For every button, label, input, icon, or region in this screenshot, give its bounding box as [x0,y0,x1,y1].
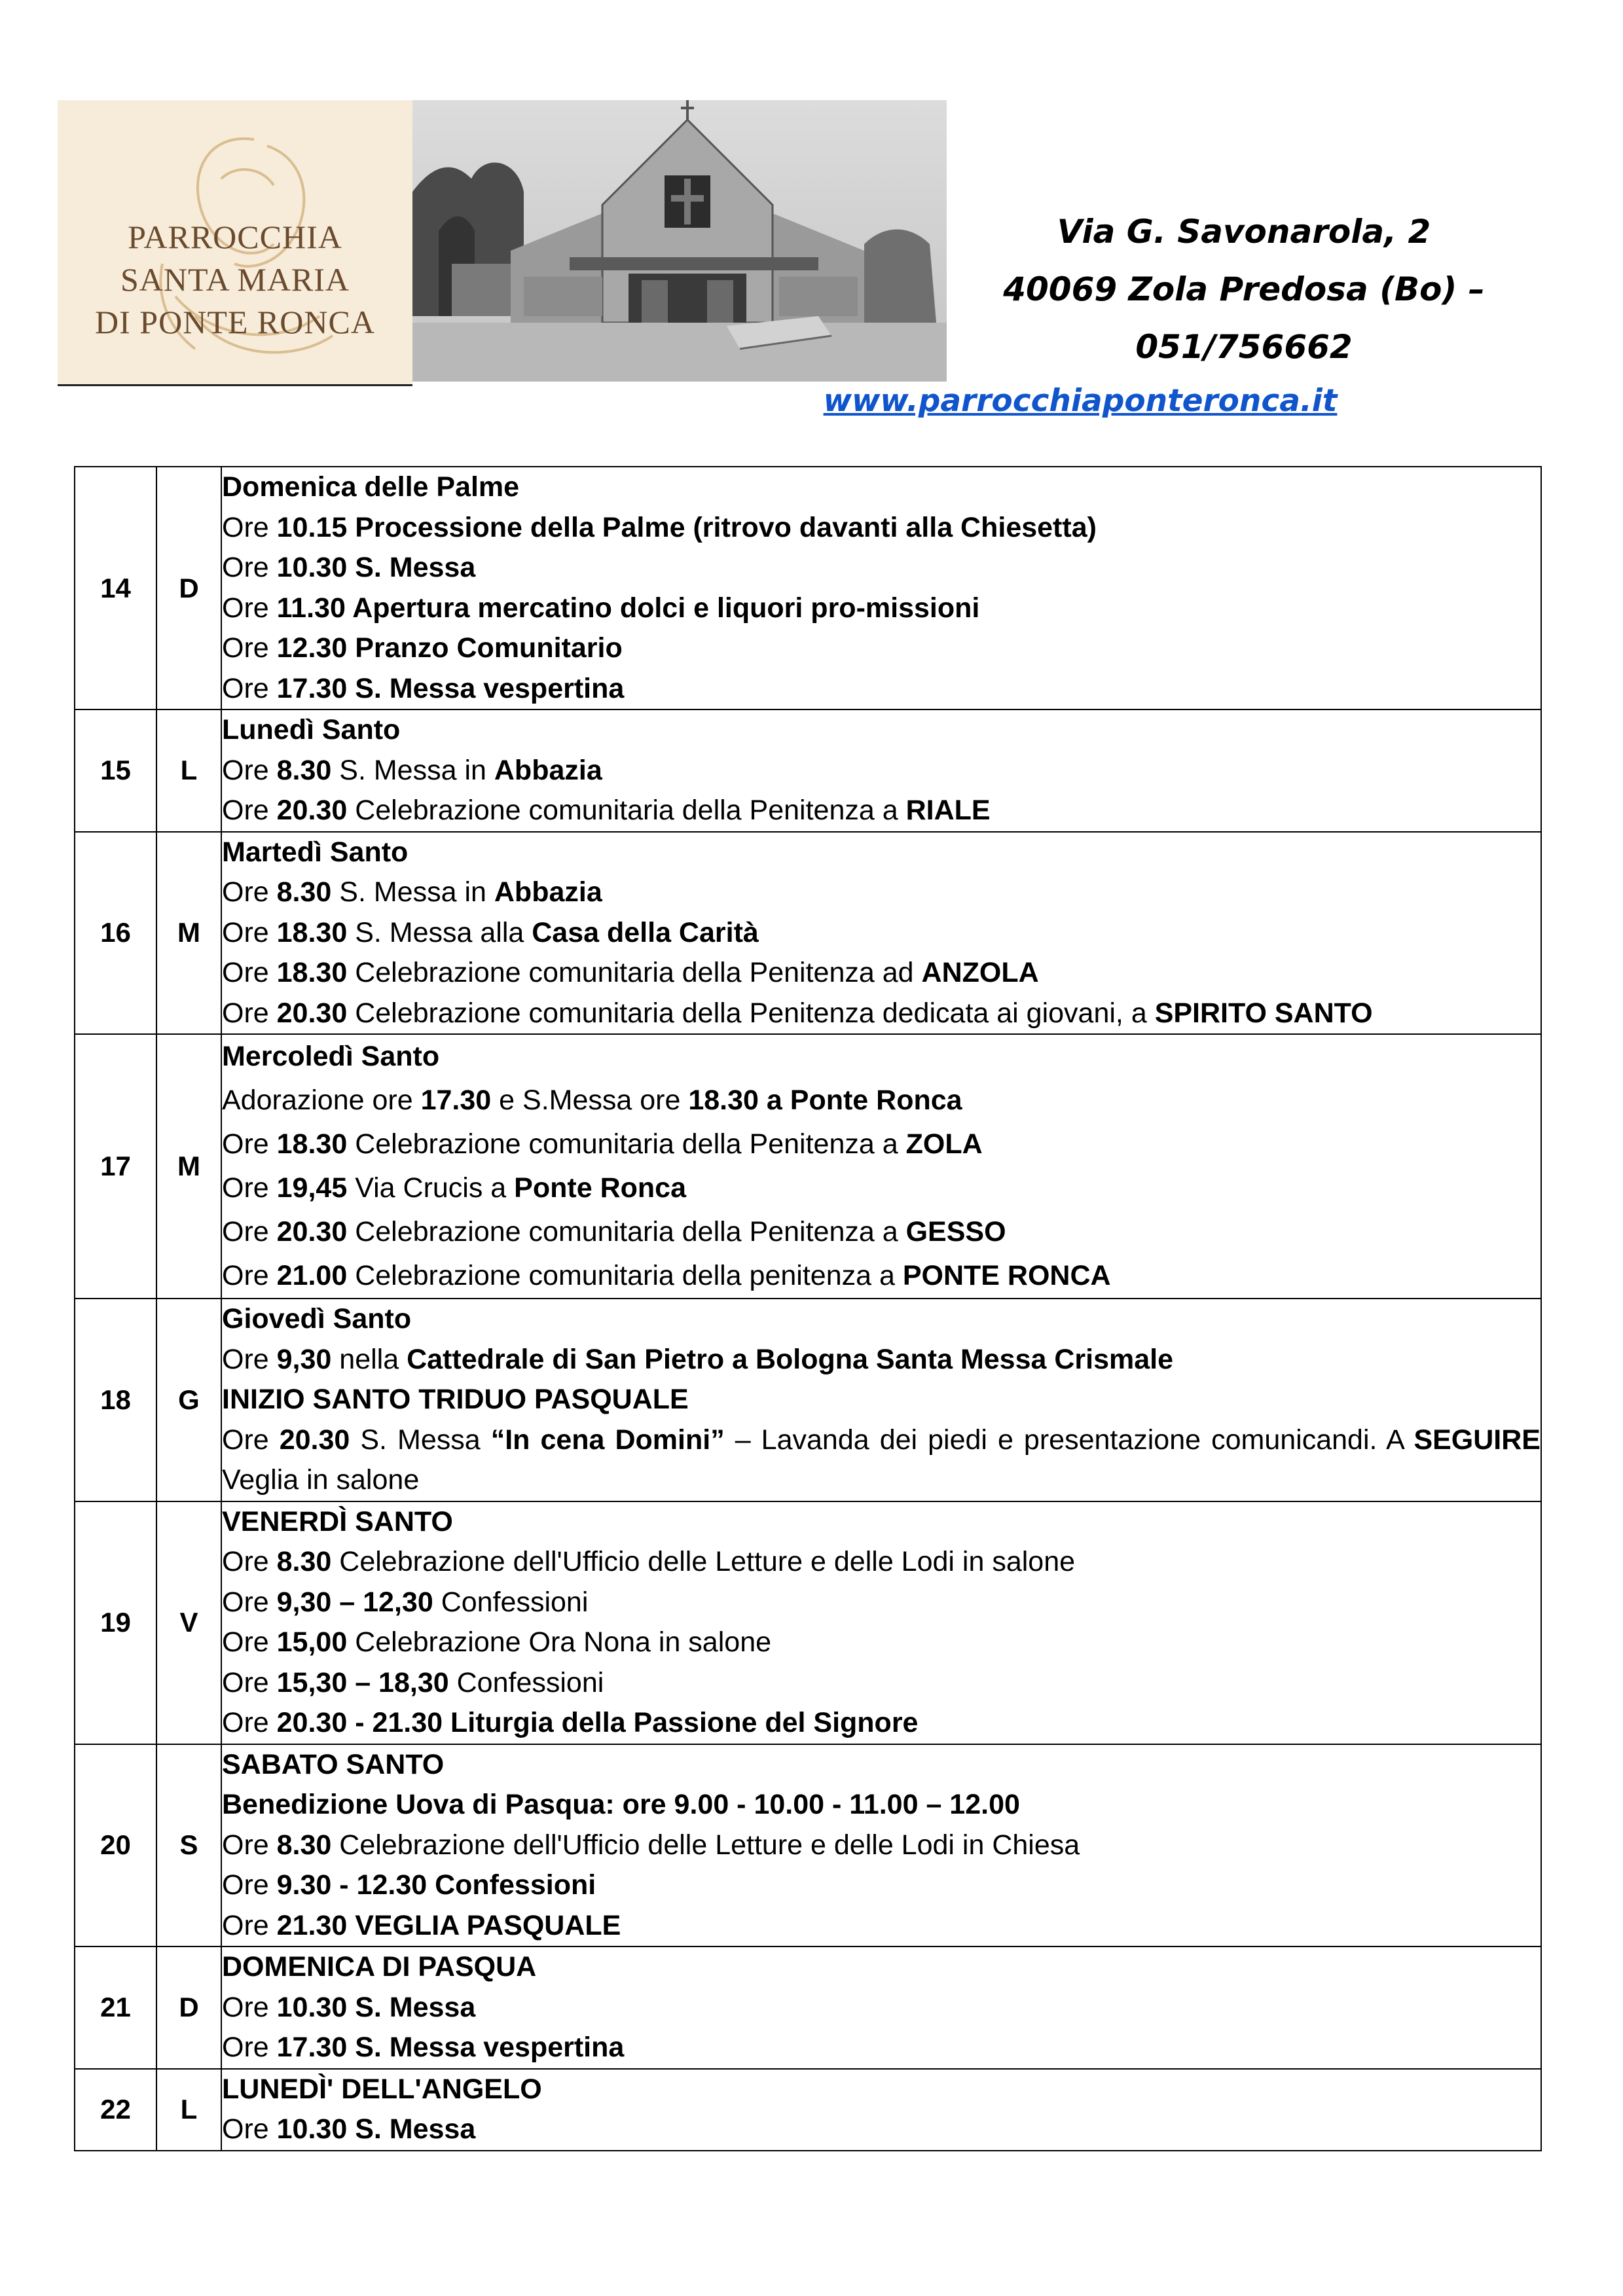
event-text: Celebrazione comunitaria della penitenza a [347,1260,903,1291]
event-text: Ore [222,592,277,624]
event-text-bold: 10.15 Processione della Palme (ritrovo davanti alla Chiesetta) [276,511,1097,543]
event-text-bold: Benedizione Uova di Pasqua: ore 9.00 - 10.00 - 11.00 – 12.00 [222,1789,1020,1820]
event-line [222,628,1541,669]
event-line [222,669,1541,709]
event-text-bold: 8.30 [276,1829,332,1861]
event-text-bold: 20.30 - 21.30 Liturgia della Passione del Signore [276,1707,919,1738]
events-cell [221,467,1541,709]
event-text: Ore [222,1991,277,2023]
schedule-row [75,1501,1541,1744]
event-text-bold: Giovedì Santo [222,1303,412,1335]
event-text: Celebrazione comunitaria della Penitenza dedicata ai giovani, a [347,997,1155,1029]
events-cell [221,832,1541,1035]
day-number: 17 [75,1034,156,1299]
event-text: Ore [222,1128,277,1160]
event-text-bold: 20.30 [279,1424,350,1456]
event-line [222,1583,1541,1623]
event-text: Celebrazione dell'Ufficio delle Letture e delle Lodi in Chiesa [331,1829,1080,1861]
event-text: – Lavanda dei piedi e presentazione comunicandi. A [724,1424,1414,1456]
event-text: Celebrazione comunitaria della Penitenza a [347,795,906,826]
event-text: S. Messa in [331,876,494,908]
event-text-bold: SPIRITO SANTO [1154,997,1373,1029]
event-line [222,588,1541,629]
event-line [222,1340,1541,1380]
event-line [222,791,1541,831]
event-text-bold: DOMENICA DI PASQUA [222,1951,537,1982]
website-link[interactable]: www.parrocchiaponteronca.it [823,383,1338,419]
event-text-bold: VENERDÌ SANTO [222,1505,453,1537]
event-text-bold: 20.30 [276,997,348,1029]
event-text: Ore [222,2113,277,2145]
event-line [222,994,1541,1034]
event-line [222,1299,1541,1340]
schedule-row [75,1299,1541,1501]
weekday-letter: M [156,1034,221,1299]
event-text-bold: 17.30 [420,1085,492,1116]
weekday-letter: L [156,2069,221,2151]
event-text-bold: 18.30 [276,957,348,988]
event-line [222,1079,1541,1122]
event-text-bold: 12.30 Pranzo Comunitario [276,632,623,664]
event-text-bold: Cattedrale di San Pietro a Bologna Santa Messa Crismale [407,1343,1174,1375]
event-text-bold: Abbazia [494,876,602,908]
event-text: Ore [222,1869,277,1901]
event-text-bold: 17.30 S. Messa vespertina [276,2032,625,2063]
day-number: 14 [75,467,156,709]
event-text-bold: RIALE [905,795,991,826]
event-line [222,1988,1541,2028]
event-text: Ore [222,2032,277,2063]
event-text-bold: Abbazia [494,754,602,786]
event-text-bold: Mercoledì Santo [222,1041,440,1072]
event-line [222,913,1541,954]
event-text-bold: “In cena Domini” [490,1424,725,1456]
events-cell [221,1501,1541,1744]
address-phone: 051/756662 [1135,328,1353,366]
event-line [222,1663,1541,1704]
day-number: 16 [75,832,156,1035]
church-photo [412,100,947,382]
event-text: Ore [222,1626,277,1658]
weekday-letter: D [156,1946,221,2069]
event-text: Confessioni [448,1666,604,1698]
event-text: nella [331,1343,407,1375]
event-text: Celebrazione Ora Nona in salone [347,1626,772,1658]
event-text-bold: INIZIO SANTO TRIDUO PASQUALE [222,1384,689,1415]
event-line [222,548,1541,588]
event-line [222,1122,1541,1166]
event-text-bold: SABATO SANTO [222,1748,445,1780]
day-number: 18 [75,1299,156,1501]
event-text-bold: Lunedì Santo [222,714,401,745]
event-text-bold: 10.30 S. Messa [276,2113,476,2145]
event-text: Ore [222,552,277,583]
event-line [222,872,1541,913]
event-text-bold: Martedì Santo [222,836,409,868]
parish-logo [58,100,412,386]
address-street: Via G. Savonarola, 2 [1057,213,1431,251]
event-text: Ore [222,876,277,908]
event-text: Celebrazione comunitaria della Penitenza a [347,1216,906,1247]
day-number: 20 [75,1744,156,1947]
event-text: Ore [222,1909,277,1941]
event-text-bold: 9.30 - 12.30 Confessioni [276,1869,596,1901]
event-line [222,2028,1541,2068]
day-number: 21 [75,1946,156,2069]
events-cell [221,1744,1541,1947]
schedule-row [75,467,1541,709]
event-line [222,1035,1541,1079]
event-text: Ore [222,795,277,826]
event-text-bold: ZOLA [905,1128,983,1160]
event-line [222,1380,1541,1420]
event-text: Celebrazione comunitaria della Penitenza a [347,1128,906,1160]
event-line [222,710,1541,751]
event-text: Celebrazione dell'Ufficio delle Letture e delle Lodi in salone [331,1546,1076,1577]
day-number: 19 [75,1501,156,1744]
event-line [222,467,1541,508]
weekday-letter: V [156,1501,221,1744]
parish-address [949,203,1539,376]
event-text-bold: SEGUIRE [1413,1424,1541,1456]
weekday-letter: G [156,1299,221,1501]
event-text: Ore [222,1424,280,1456]
event-text: Ore [222,957,277,988]
event-line [222,1825,1541,1866]
weekday-letter: D [156,467,221,709]
weekday-letter: S [156,1744,221,1947]
logo-line-3: DI PONTE RONCA [95,304,375,340]
event-line [222,1906,1541,1946]
event-text-bold: 20.30 [276,795,348,826]
event-text: Confessioni [433,1586,589,1618]
events-cell [221,1946,1541,2069]
event-line [222,1745,1541,1785]
schedule-row [75,1034,1541,1299]
event-text: Ore [222,672,277,704]
event-text-bold: 15,00 [276,1626,348,1658]
event-text-bold: PONTE RONCA [902,1260,1111,1291]
event-text-bold: ANZOLA [921,957,1039,988]
event-text-bold: 20.30 [276,1216,348,1247]
day-number: 15 [75,709,156,832]
event-line [222,1947,1541,1988]
event-text: Ore [222,754,277,786]
event-text: Ore [222,1666,277,1698]
event-text: Ore [222,632,277,664]
event-text: Ore [222,1707,277,1738]
logo-line-1: PARROCCHIA [128,219,342,255]
event-text-bold: 18.30 [276,1128,348,1160]
address-city: 40069 Zola Predosa (Bo) – [1003,270,1485,308]
event-line [222,1166,1541,1210]
event-text-bold: GESSO [905,1216,1006,1247]
event-text: Via Crucis a [347,1172,515,1204]
event-text-bold: LUNEDÌ' DELL'ANGELO [222,2073,542,2105]
weekday-letter: L [156,709,221,832]
event-line [222,1542,1541,1583]
event-text-bold: Domenica delle Palme [222,471,520,503]
event-text: Ore [222,997,277,1029]
event-text-bold: 18.30 a Ponte Ronca [688,1085,962,1116]
event-text: S. Messa alla [347,916,532,948]
event-line [222,1502,1541,1543]
schedule-row [75,1946,1541,2069]
event-text: S. Messa in [331,754,494,786]
event-line [222,1703,1541,1744]
event-text: Ore [222,511,277,543]
event-line [222,751,1541,791]
event-line [222,1210,1541,1254]
event-text: S. Messa [350,1424,491,1456]
schedule-row [75,832,1541,1035]
event-text-bold: 8.30 [276,1546,332,1577]
schedule-row [75,709,1541,832]
event-text: Ore [222,1216,277,1247]
event-line [222,953,1541,994]
event-line [222,2070,1541,2110]
events-cell [221,2069,1541,2151]
event-text-bold: 10.30 S. Messa [276,1991,476,2023]
event-text: e S.Messa ore [491,1085,689,1116]
event-text-bold: 15,30 – 18,30 [276,1666,449,1698]
logo-line-2: SANTA MARIA [120,261,350,298]
event-line [222,1785,1541,1825]
event-text: Celebrazione comunitaria della Penitenza ad [347,957,922,988]
event-text-bold: 19,45 [276,1172,348,1204]
event-text-bold: 8.30 [276,754,332,786]
event-text: Ore [222,916,277,948]
events-cell [221,709,1541,832]
event-text-bold: 21.30 VEGLIA PASQUALE [276,1909,621,1941]
event-text: Adorazione ore [222,1085,421,1116]
event-line [222,1254,1541,1298]
event-line [222,833,1541,873]
event-line [222,2109,1541,2150]
event-text-bold: 10.30 S. Messa [276,552,476,583]
event-text-bold: Casa della Carità [532,916,759,948]
schedule-row [75,1744,1541,1947]
events-cell [221,1034,1541,1299]
event-text: Ore [222,1343,277,1375]
day-number: 22 [75,2069,156,2151]
event-text-bold: 21.00 [276,1260,348,1291]
event-text: Veglia in salone [222,1464,420,1496]
event-line [222,508,1541,548]
event-text-bold: 11.30 Apertura mercatino dolci e liquori pro-missioni [276,592,980,624]
event-text-bold: 9,30 [276,1343,332,1375]
event-text: Ore [222,1586,277,1618]
event-text-bold: 18.30 [276,916,348,948]
weekday-letter: M [156,832,221,1035]
event-text: Ore [222,1172,277,1204]
event-text-bold: 17.30 S. Messa vespertina [276,672,625,704]
event-line [222,1420,1541,1501]
event-line [222,1623,1541,1663]
event-text-bold: 8.30 [276,876,332,908]
event-line [222,1865,1541,1906]
event-text-bold: Ponte Ronca [514,1172,686,1204]
event-text: Ore [222,1546,277,1577]
schedule-row [75,2069,1541,2151]
event-text: Ore [222,1829,277,1861]
event-text: Ore [222,1260,277,1291]
event-text-bold: 9,30 – 12,30 [276,1586,433,1618]
holy-week-schedule-table [74,466,1542,2151]
events-cell [221,1299,1541,1501]
